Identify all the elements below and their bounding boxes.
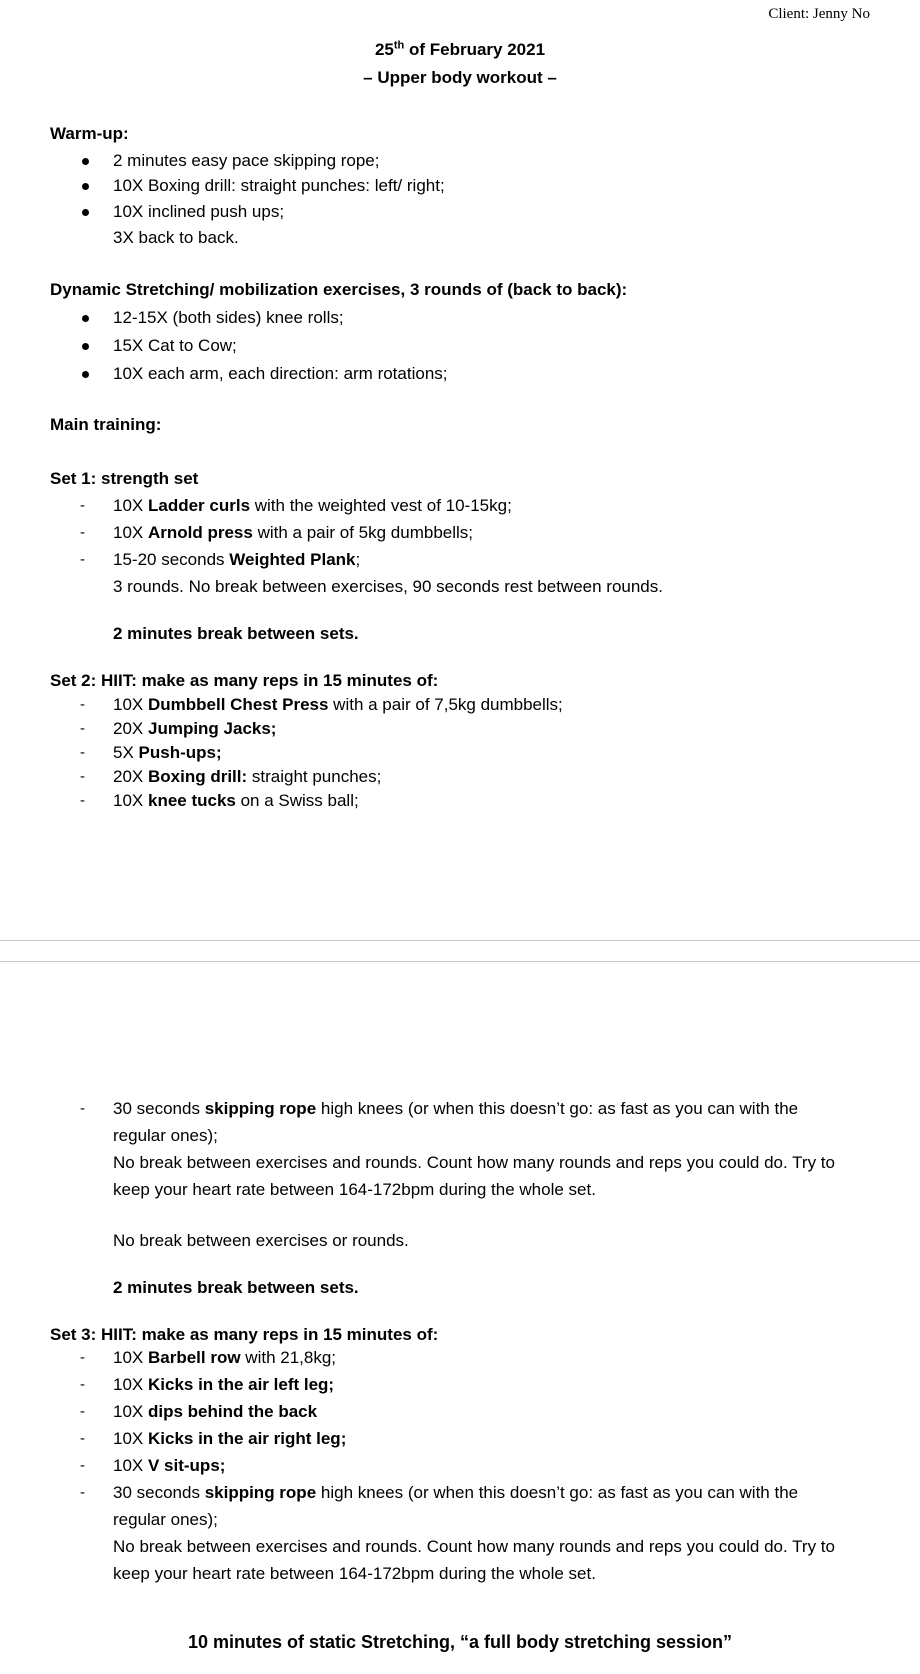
set2-heading: Set 2: HIIT: make as many reps in 15 minutes of:	[50, 671, 439, 690]
set2-item: 5X Push-ups;	[113, 743, 222, 762]
dash-icon: -	[80, 696, 85, 713]
set1-item: 10X Ladder curls with the weighted vest of 10-15kg;	[113, 496, 512, 515]
dash-icon: -	[80, 1349, 85, 1366]
bullet-dot-icon	[82, 183, 89, 190]
set2-item: 10X Dumbbell Chest Press with a pair of 7,5kg dumbbells;	[113, 695, 563, 714]
set2-note: No break between exercises and rounds. Count how many rounds and reps you could do. Try to	[113, 1153, 835, 1172]
set1-item: 10X Arnold press with a pair of 5kg dumbbells;	[113, 523, 474, 542]
dash-icon: -	[80, 744, 85, 761]
dash-icon: -	[80, 1403, 85, 1420]
set3-item-continuation: regular ones);	[113, 1510, 218, 1529]
set2-note2: No break between exercises or rounds.	[113, 1231, 409, 1250]
set1-note: 3 rounds. No break between exercises, 90 seconds rest between rounds.	[113, 577, 663, 596]
warmup-item: 10X Boxing drill: straight punches: left/ right;	[113, 176, 445, 195]
date-day: 25	[374, 40, 394, 59]
bullet-dot-icon	[82, 209, 89, 216]
set3-item: 10X V sit-ups;	[113, 1456, 226, 1475]
date-rest: of February 2021	[404, 40, 546, 59]
session-date	[0, 40, 920, 60]
warmup-note: 3X back to back.	[113, 228, 239, 247]
set2-note: keep your heart rate between 164-172bpm during the whole set.	[113, 1180, 596, 1199]
dash-icon: -	[80, 551, 85, 568]
dash-icon: -	[80, 1100, 85, 1117]
bullet-dot-icon	[82, 343, 89, 350]
dash-icon: -	[80, 1484, 85, 1501]
stretching-item: 10X each arm, each direction: arm rotations;	[113, 364, 448, 383]
set3-note: No break between exercises and rounds. Count how many rounds and reps you could do. Try to	[113, 1537, 835, 1556]
main-training-heading: Main training:	[50, 415, 162, 434]
bullet-dot-icon	[82, 158, 89, 165]
set3-item: 10X Kicks in the air right leg;	[113, 1429, 347, 1448]
set1-item: 15-20 seconds Weighted Plank;	[113, 550, 361, 569]
stretching-heading: Dynamic Stretching/ mobilization exercises, 3 rounds of (back to back):	[50, 280, 628, 299]
dash-icon: -	[80, 497, 85, 514]
set2-item: 20X Boxing drill: straight punches;	[113, 767, 382, 786]
warmup-item: 10X inclined push ups;	[113, 202, 285, 221]
set3-item: 30 seconds skipping rope high knees (or when this doesn’t go: as fast as you can with the	[113, 1483, 799, 1502]
set2-item: 20X Jumping Jacks;	[113, 719, 277, 738]
dash-icon: -	[80, 720, 85, 737]
document-page-2	[0, 962, 920, 1674]
stretching-item: 12-15X (both sides) knee rolls;	[113, 308, 344, 327]
dash-icon: -	[80, 1376, 85, 1393]
set1-heading: Set 1: strength set	[50, 469, 199, 488]
set3-note: keep your heart rate between 164-172bpm during the whole set.	[113, 1564, 596, 1583]
page-break	[0, 940, 920, 962]
closing-stretching: 10 minutes of static Stretching, “a full body stretching session”	[187, 1632, 733, 1652]
set3-item: 10X dips behind the back	[113, 1402, 318, 1421]
dash-icon: -	[80, 1457, 85, 1474]
dash-icon: -	[80, 524, 85, 541]
set3-item: 10X Kicks in the air left leg;	[113, 1375, 335, 1394]
set2-break: 2 minutes break between sets.	[113, 1278, 359, 1297]
warmup-item: 2 minutes easy pace skipping rope;	[113, 151, 380, 170]
bullet-dot-icon	[82, 371, 89, 378]
dash-icon: -	[80, 792, 85, 809]
date-suffix: th	[393, 39, 405, 52]
dash-icon: -	[80, 768, 85, 785]
set2-item: 30 seconds skipping rope high knees (or when this doesn’t go: as fast as you can with the	[113, 1099, 799, 1118]
set2-item-continuation: regular ones);	[113, 1126, 218, 1145]
workout-title: – Upper body workout –	[363, 68, 557, 87]
dash-icon: -	[80, 1430, 85, 1447]
set3-heading: Set 3: HIIT: make as many reps in 15 minutes of:	[50, 1325, 439, 1344]
set1-break: 2 minutes break between sets.	[113, 624, 359, 643]
warmup-heading: Warm-up:	[50, 124, 129, 143]
stretching-item: 15X Cat to Cow;	[113, 336, 237, 355]
set3-item: 10X Barbell row with 21,8kg;	[113, 1348, 337, 1367]
set2-item: 10X knee tucks on a Swiss ball;	[113, 791, 359, 810]
bullet-dot-icon	[82, 315, 89, 322]
client-name: Client: Jenny No	[768, 6, 870, 22]
